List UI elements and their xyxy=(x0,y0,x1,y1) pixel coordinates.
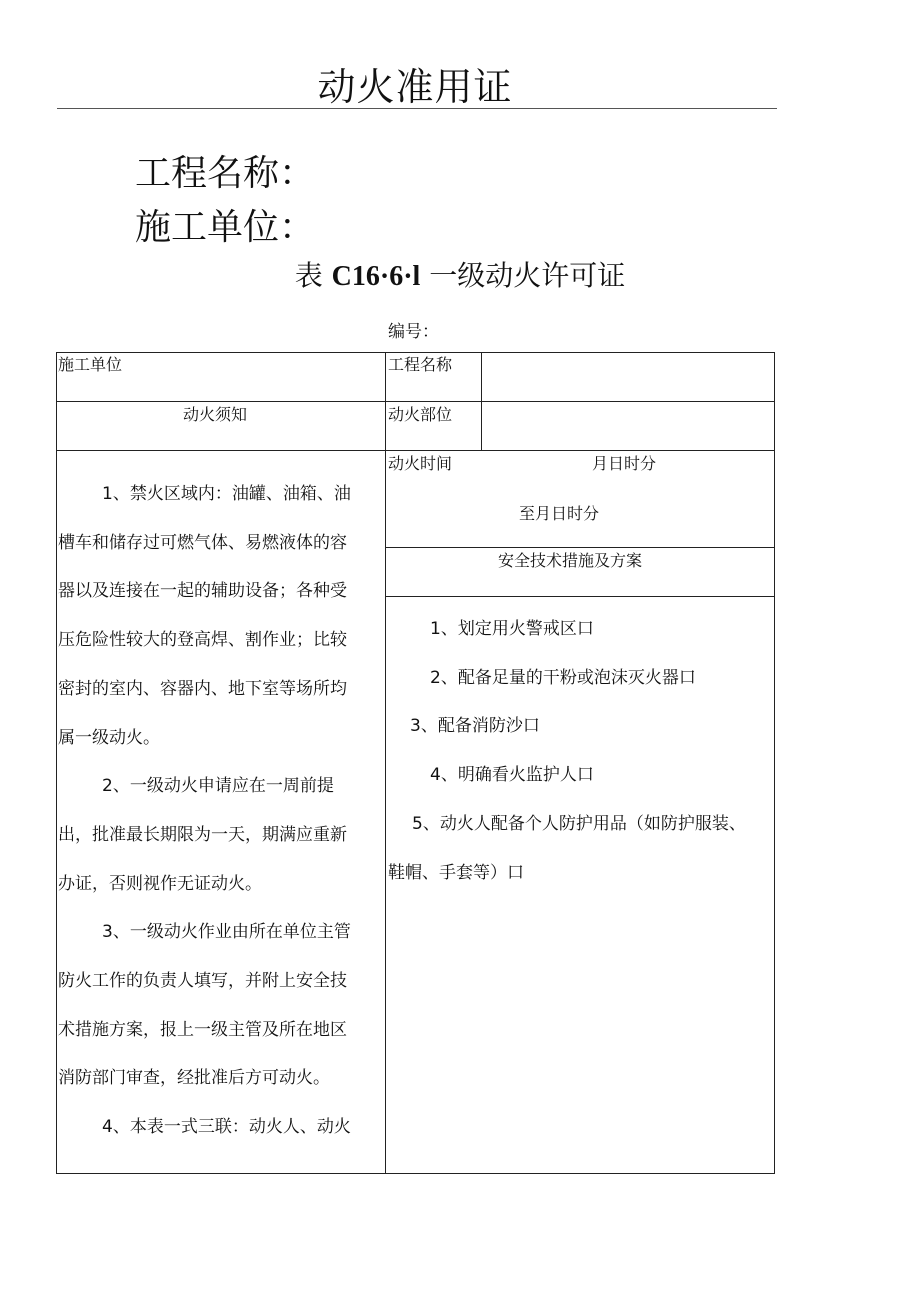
title-underline xyxy=(57,108,777,109)
notice-line: 防火工作的负责人填写，并附上安全技 xyxy=(58,971,347,992)
table-border-bottom xyxy=(56,1173,775,1174)
notice-line: 2、一级动火申请应在一周前提 xyxy=(102,776,334,797)
notice-line: 4、本表一式三联：动火人、动火 xyxy=(102,1117,351,1138)
table-border-right xyxy=(774,352,775,1174)
measure-item: 2、配备足量的干粉或泡沫灭火器口 xyxy=(430,667,696,688)
form-number-label: 编号： xyxy=(388,322,439,342)
form-title-suffix: 一级动火许可证 xyxy=(429,259,626,292)
notice-line: 属一级动火。 xyxy=(58,727,160,748)
notice-line: 消防部门审查，经批准后方可动火。 xyxy=(58,1068,330,1089)
form-title-prefix: 表 xyxy=(294,259,323,292)
notice-line: 办证，否则视作无证动火。 xyxy=(58,873,262,894)
notice-line: 3、一级动火作业由所在单位主管 xyxy=(102,922,351,943)
time-from-value: 月日时分 xyxy=(592,454,657,473)
table-row-line xyxy=(56,450,775,451)
fire-time-cell: 动火时间 xyxy=(388,454,453,473)
project-name-label: 工程名称： xyxy=(135,153,316,194)
table-row-line xyxy=(56,401,775,402)
safety-measures-list xyxy=(388,605,773,897)
table-border-top xyxy=(56,352,775,353)
fire-notice-text xyxy=(58,470,378,1152)
notice-header: 动火须知 xyxy=(183,405,248,424)
project-name-cell: 工程名称 xyxy=(388,355,453,374)
notice-line: 密封的室内、容器内、地下室等场所均 xyxy=(58,678,347,699)
notice-line: 出，批准最长期限为一天，期满应重新 xyxy=(58,824,347,845)
form-title-code: C16·6·l xyxy=(331,261,421,292)
notice-line: 槽车和储存过可燃气体、易燃液体的容 xyxy=(58,532,347,553)
table-row-line xyxy=(385,547,775,548)
table-divider-center xyxy=(385,352,386,1174)
measure-item: 鞋帽、手套等）口 xyxy=(388,862,524,883)
table-row-line xyxy=(385,596,775,597)
construction-unit-cell: 施工单位 xyxy=(58,355,123,374)
notice-line: 1、禁火区域内：油罐、油箱、油 xyxy=(102,484,351,504)
table-border-left xyxy=(56,352,57,1174)
measures-header: 安全技术措施及方案 xyxy=(498,551,643,570)
measure-item: 5、动火人配备个人防护用品（如防护服装、 xyxy=(412,813,746,834)
measure-item: 1、划定用火警戒区口 xyxy=(430,619,594,639)
measure-item: 3、配备消防沙口 xyxy=(410,716,540,737)
notice-line: 术措施方案，报上一级主管及所在地区 xyxy=(58,1019,347,1040)
fire-location-cell: 动火部位 xyxy=(388,405,453,424)
measure-item: 4、明确看火监护人口 xyxy=(430,765,594,786)
notice-line: 器以及连接在一起的辅助设备；各种受 xyxy=(58,581,347,602)
document-title: 动火准用证 xyxy=(317,65,513,109)
construction-unit-label: 施工单位： xyxy=(135,207,316,248)
notice-line: 压危险性较大的登高焊、割作业；比较 xyxy=(58,630,347,651)
form-title xyxy=(0,256,920,297)
time-to-value: 至月日时分 xyxy=(519,504,600,523)
